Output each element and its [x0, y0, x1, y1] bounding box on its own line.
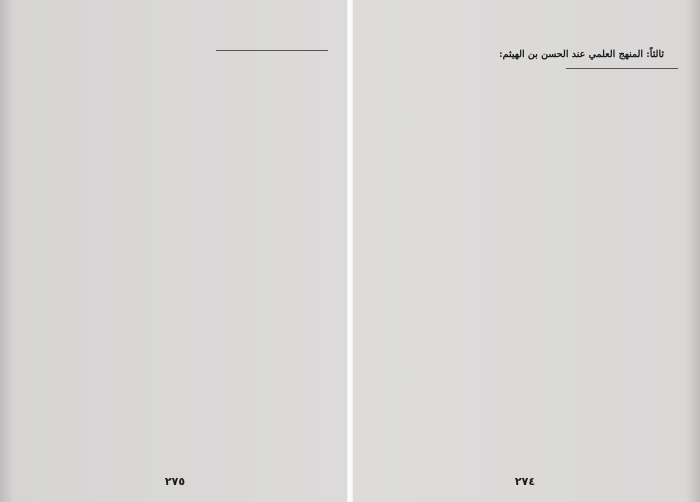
footnote-divider [216, 50, 328, 51]
right-page-footnotes [372, 73, 678, 177]
page-number: ٢٧٤ [514, 475, 536, 488]
page-number: ٢٧٥ [164, 475, 186, 488]
book-gutter [347, 0, 353, 502]
right-page-body [372, 47, 678, 62]
section-heading: ثالثاً: المنهج العلمي عند الحسن بن الهيثم: [499, 49, 664, 60]
left-page-footnotes [22, 55, 328, 136]
right-page [350, 0, 700, 502]
footnote-divider [566, 68, 678, 69]
